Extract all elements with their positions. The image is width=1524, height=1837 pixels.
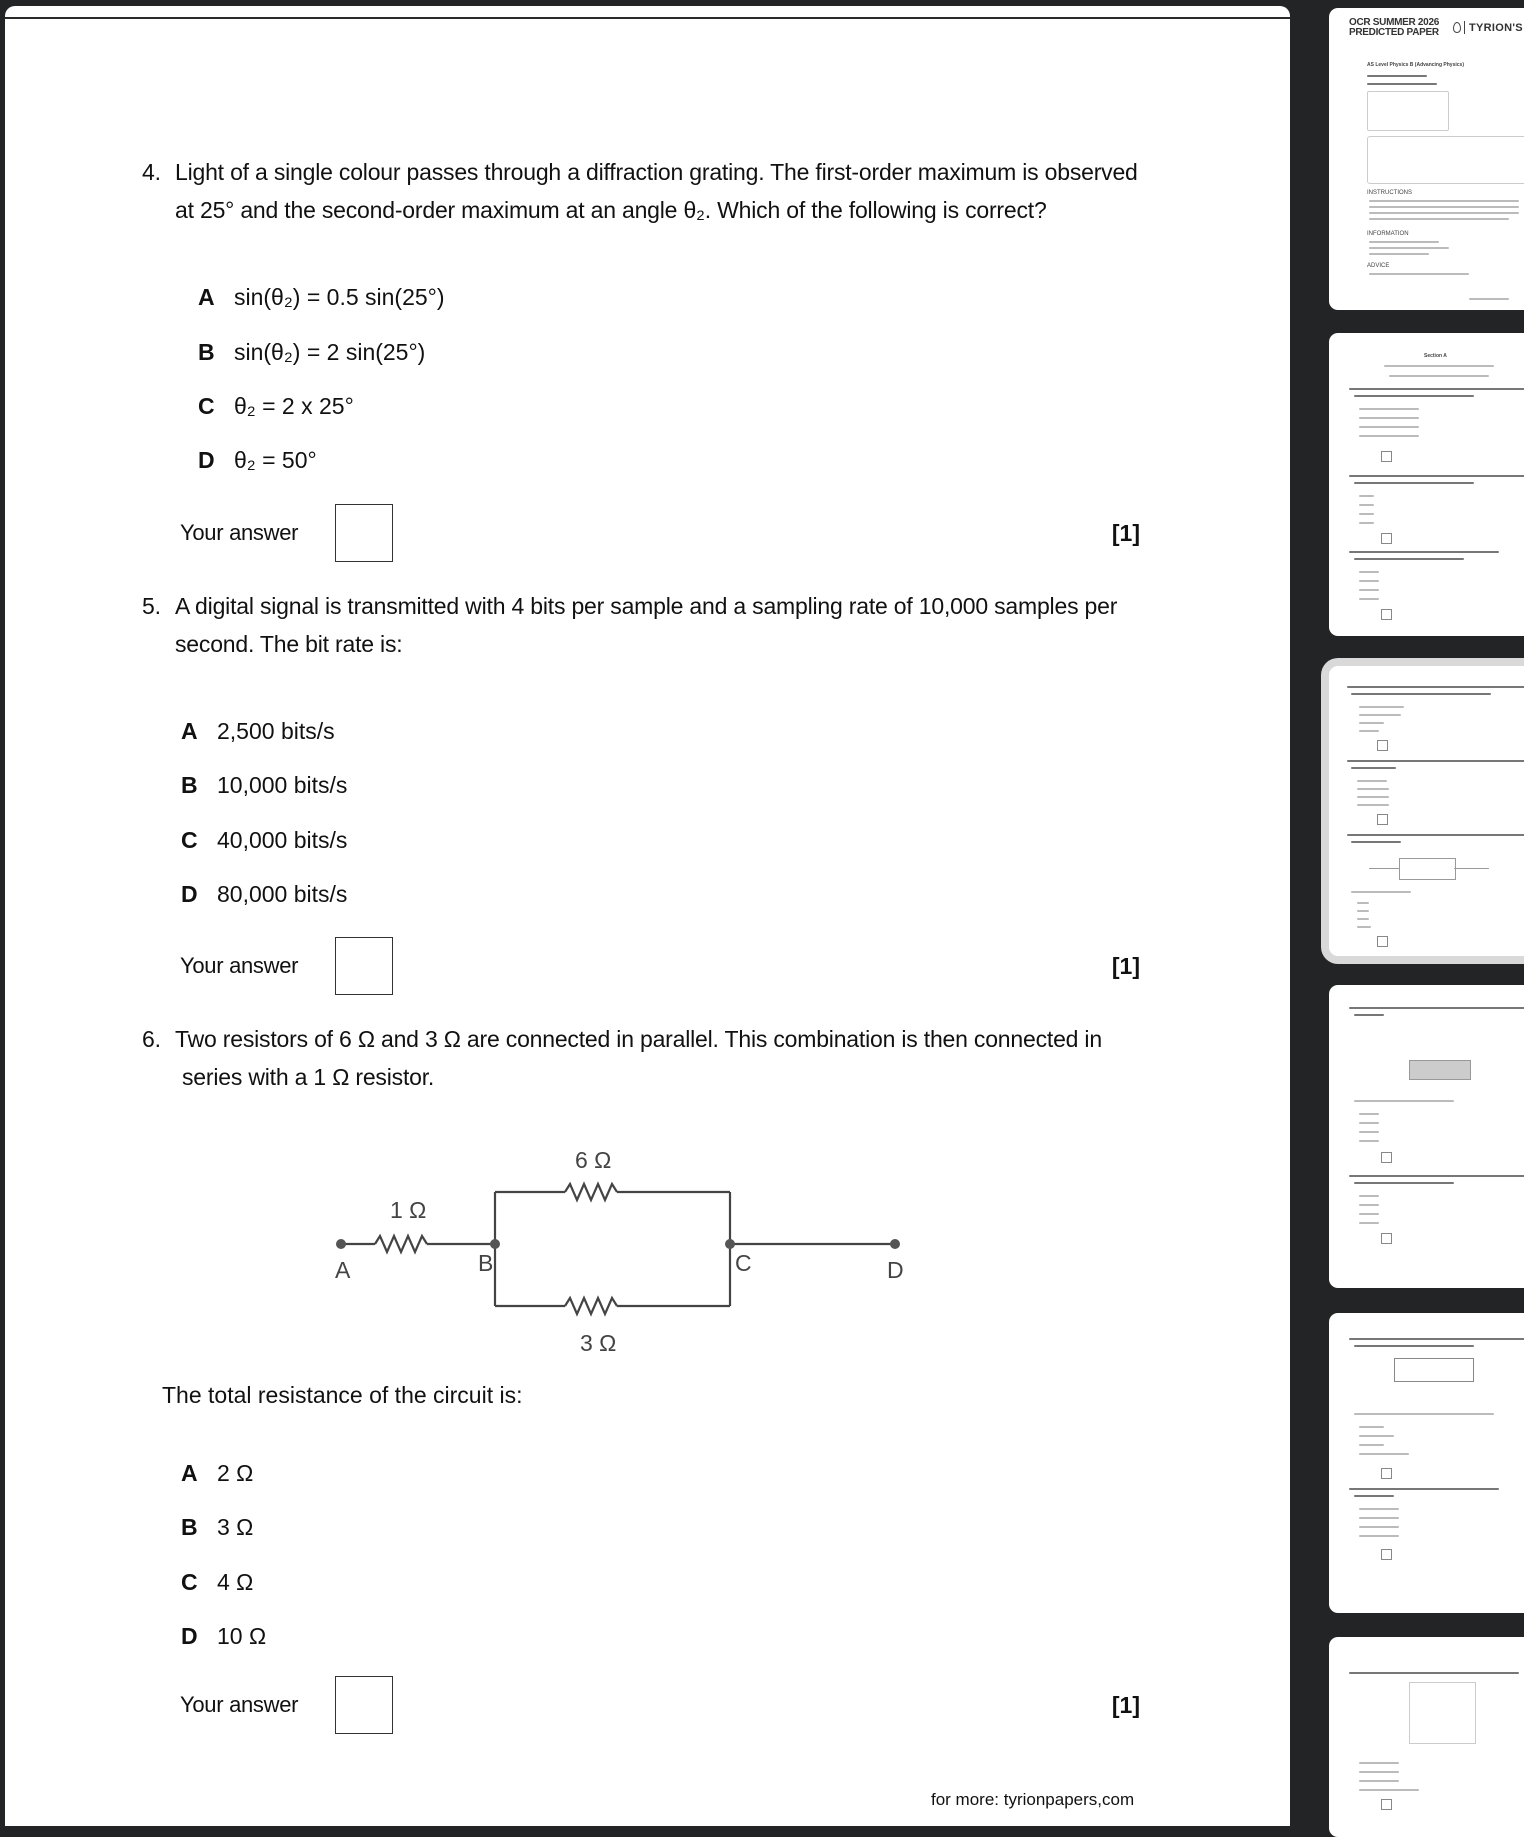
question-5-option-b: B 10,000 bits/s <box>181 772 348 798</box>
question-5-answer-box[interactable] <box>335 937 393 995</box>
node-a-label: A <box>335 1257 351 1283</box>
thumbnail-page-4[interactable] <box>1329 985 1524 1288</box>
thumbnail-page-2[interactable]: Section A <box>1329 333 1524 636</box>
question-6-option-b: B 3 Ω <box>181 1514 254 1540</box>
node-c-label: C <box>735 1250 752 1276</box>
question-4-answer-box[interactable] <box>335 504 393 562</box>
resistor-3-label: 3 Ω <box>580 1330 617 1356</box>
question-6-text: 6. Two resistors of 6 Ω and 3 Ω are connected in parallel. This combination is then connected in series with a 1 Ω resistor. <box>142 1020 1242 1096</box>
question-5-option-c: C 40,000 bits/s <box>181 827 348 853</box>
question-4-option-b: B sin(θ₂) = 2 sin(25°) <box>198 339 426 365</box>
your-answer-label: Your answer <box>180 953 299 978</box>
node-d-label: D <box>887 1257 904 1283</box>
question-5-answer-row <box>180 937 1140 997</box>
question-6-option-a: A 2 Ω <box>181 1460 254 1486</box>
question-5-option-a: A 2,500 bits/s <box>181 718 335 744</box>
resistor-1-label: 1 Ω <box>390 1197 427 1223</box>
question-5-option-d: D 80,000 bits/s <box>181 881 348 907</box>
question-6-option-d: D 10 Ω <box>181 1623 267 1649</box>
question-6-answer-row <box>180 1676 1140 1736</box>
page-thumbnails-sidebar[interactable] <box>1324 0 1524 1800</box>
resistor-6-label: 6 Ω <box>575 1147 612 1173</box>
question-4-answer-row <box>180 504 1140 564</box>
question-4-marks: [1] <box>1111 520 1140 546</box>
question-4-option-a: A sin(θ₂) = 0.5 sin(25°) <box>198 284 445 310</box>
brand-divider <box>1464 21 1465 34</box>
question-4-text: 4. Light of a single colour passes through a diffraction grating. The first-order maximum is observed at 25° and the second-order maximum at an angle θ₂. Which of the following is correct? <box>142 153 1242 229</box>
circuit-diagram <box>335 1126 905 1356</box>
question-4-option-d: D θ₂ = 50° <box>198 447 317 473</box>
page-top-rule <box>5 17 1290 19</box>
question-6-marks: [1] <box>1111 1692 1140 1718</box>
your-answer-label: Your answer <box>180 1692 299 1717</box>
thumbnail-brand: TYRION'S <box>1469 22 1523 34</box>
thumbnail-page-3[interactable] <box>1329 666 1524 956</box>
question-number: 6. <box>142 1026 161 1052</box>
your-answer-label: Your answer <box>180 520 299 545</box>
question-4-option-c: C θ₂ = 2 x 25° <box>198 393 354 419</box>
thumbnail-page-6[interactable] <box>1329 1637 1524 1837</box>
thumbnail-page-5[interactable] <box>1329 1313 1524 1613</box>
page-footer: for more: tyrionpapers,com <box>931 1790 1135 1809</box>
lightbulb-icon <box>1453 22 1461 33</box>
thumbnail-page-1[interactable]: OCR SUMMER 2026 PREDICTED PAPER TYRION'S AS Level Physics B (Advancing Physics) INSTRUCTIONS INFORMATION ADVICE <box>1329 8 1524 310</box>
document-page <box>5 6 1290 1826</box>
question-number: 5. <box>142 593 161 619</box>
node-b-label: B <box>478 1250 494 1276</box>
question-6-answer-box[interactable] <box>335 1676 393 1734</box>
question-5-text: 5. A digital signal is transmitted with 4 bits per sample and a sampling rate of 10,000 samples per second. The bit rate is: <box>142 587 1242 663</box>
question-6-option-c: C 4 Ω <box>181 1569 254 1595</box>
question-5-marks: [1] <box>1111 953 1140 979</box>
question-number: 4. <box>142 159 161 185</box>
question-6-prompt: The total resistance of the circuit is: <box>162 1382 523 1408</box>
thumbnail-cover-title: OCR SUMMER 2026 PREDICTED PAPER <box>1349 17 1439 38</box>
